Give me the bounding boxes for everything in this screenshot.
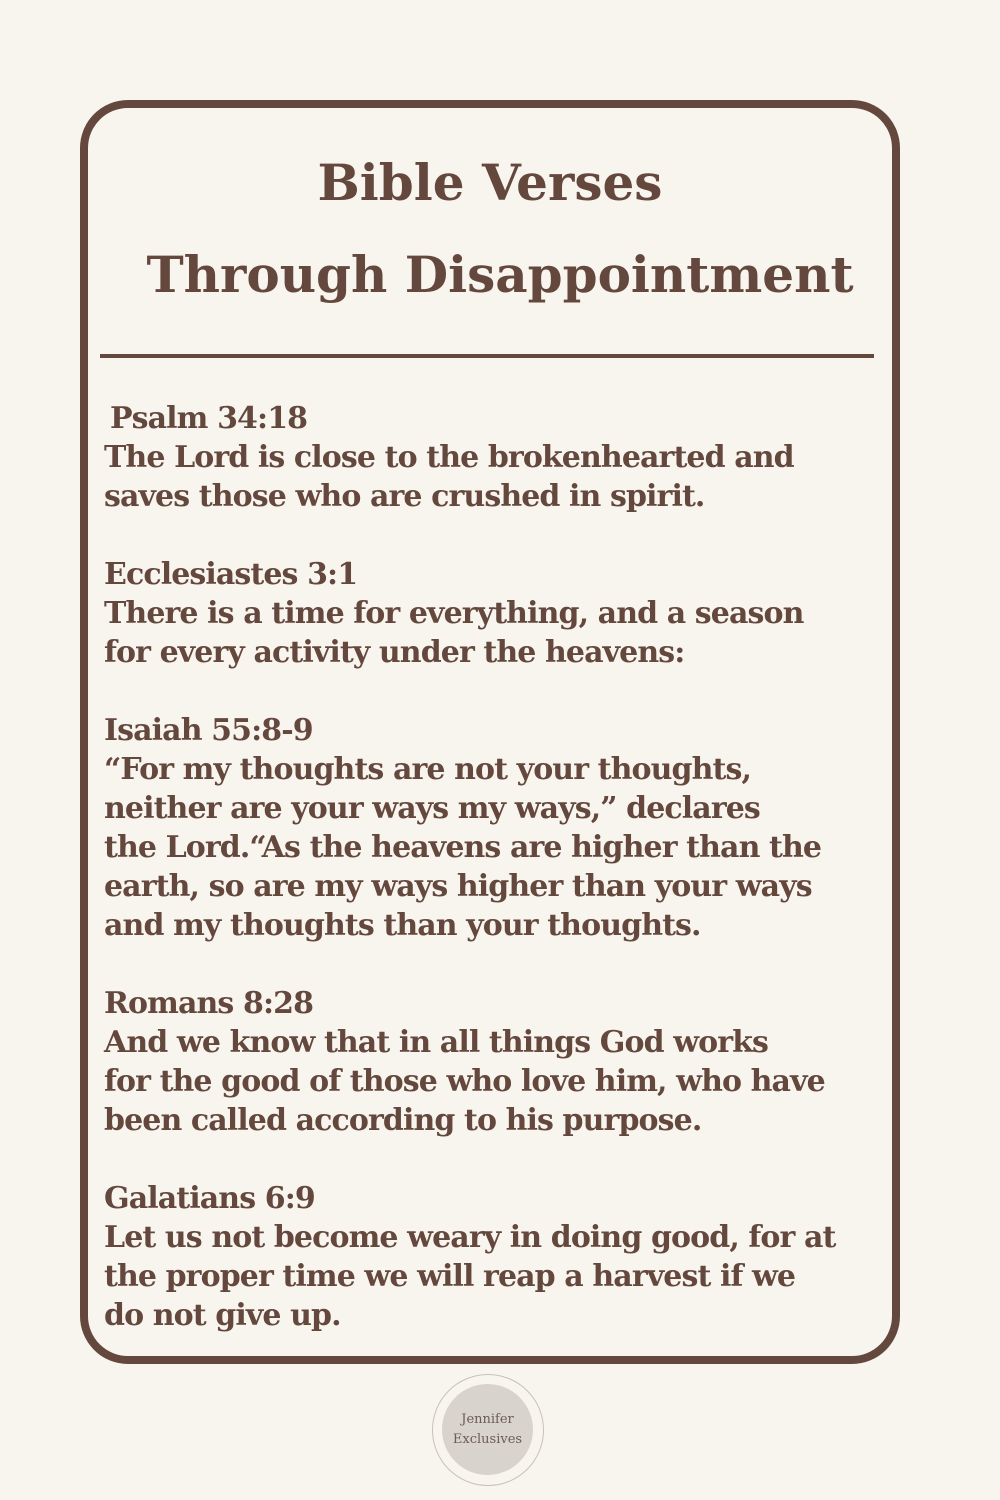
verse-text — [104, 1023, 894, 1140]
verse-text-line: the proper time we will reap a harvest if we — [104, 1259, 796, 1294]
verse-text-line: do not give up. — [104, 1298, 341, 1333]
verse-reference: Galatians 6:9 — [104, 1181, 315, 1216]
verse-text — [104, 750, 894, 945]
page-title-line-1: Bible Verses — [317, 153, 663, 212]
verse-text — [104, 594, 894, 672]
verse-text-line: Let us not become weary in doing good, for at — [104, 1220, 836, 1255]
verse-text-line: The Lord is close to the brokenhearted and — [104, 440, 794, 475]
page-title-line-2: Through Disappointment — [146, 245, 854, 304]
verse-item — [104, 555, 894, 672]
verse-text-line: and my thoughts than your thoughts. — [104, 908, 701, 943]
verse-text-line: for the good of those who love him, who have — [104, 1064, 825, 1099]
verse-item — [104, 399, 894, 516]
verse-text-line: And we know that in all things God works — [104, 1025, 769, 1060]
verse-reference: Psalm 34:18 — [110, 401, 308, 436]
verse-item — [104, 984, 894, 1140]
verse-text-line: for every activity under the heavens: — [104, 635, 685, 670]
verse-text-line: earth, so are my ways higher than your ways — [104, 869, 812, 904]
verse-reference: Isaiah 55:8-9 — [104, 713, 313, 748]
verse-text — [104, 438, 894, 516]
title-divider — [100, 354, 874, 358]
brand-logo — [432, 1374, 544, 1486]
verse-reference: Ecclesiastes 3:1 — [104, 557, 358, 592]
verse-reference: Romans 8:28 — [104, 986, 314, 1021]
verse-text-line: neither are your ways my ways,” declares — [104, 791, 760, 826]
verse-text-line: been called according to his purpose. — [104, 1103, 702, 1138]
verse-text-line: saves those who are crushed in spirit. — [104, 479, 705, 514]
verse-text-line: There is a time for everything, and a season — [104, 596, 804, 631]
brand-logo-line-1: Jennifer — [461, 1411, 514, 1427]
verse-list — [104, 399, 894, 1374]
verse-item — [104, 1179, 894, 1335]
brand-logo-badge — [442, 1384, 533, 1475]
verse-text — [104, 1218, 894, 1335]
brand-logo-line-2: Exclusives — [452, 1431, 523, 1447]
verse-item — [104, 711, 894, 945]
verse-text-line: “For my thoughts are not your thoughts, — [104, 752, 752, 787]
verse-text-line: the Lord.“As the heavens are higher than the — [104, 830, 822, 865]
